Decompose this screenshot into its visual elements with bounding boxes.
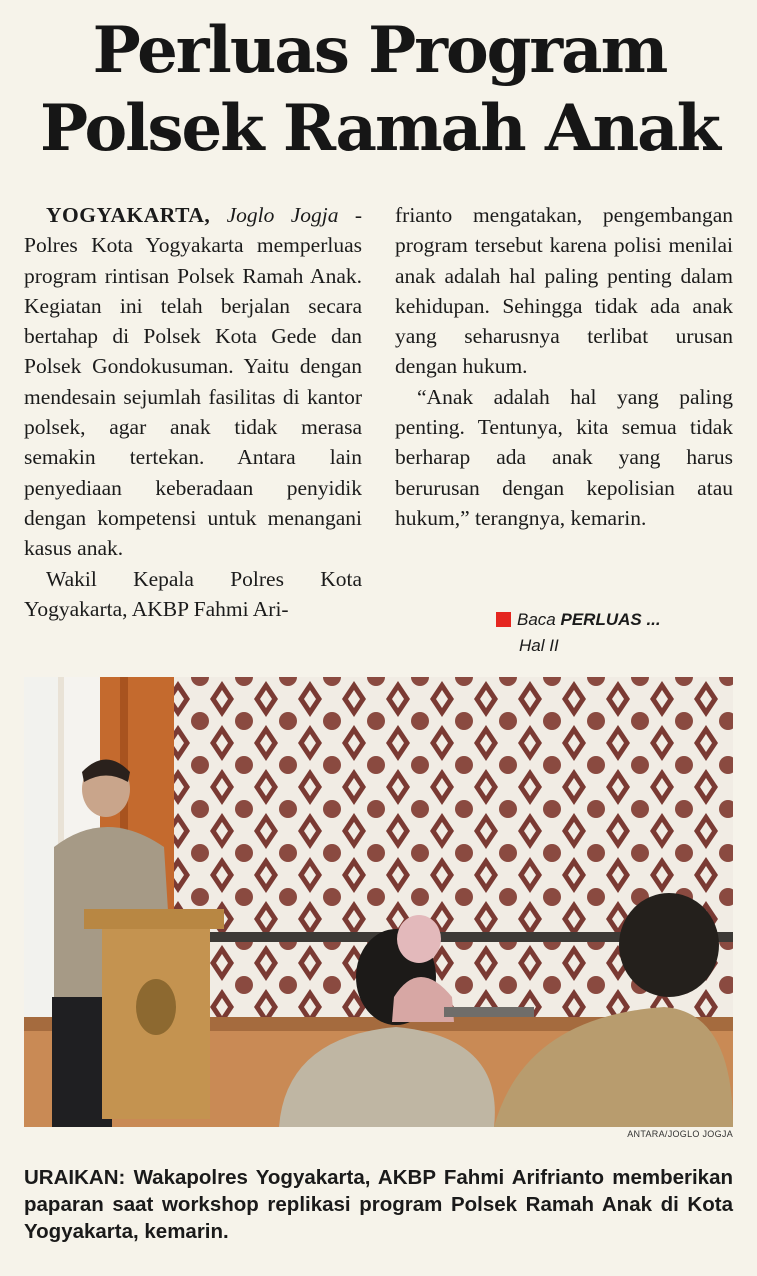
article-source: Joglo Jogja [226, 203, 339, 227]
article-paragraph-3: “Anak adalah hal yang paling penting. Tentunya, kita semua tidak berharap ada anak yang harus berurusan dengan kepolisian atau hukum,” terangnya, kemarin. [395, 384, 733, 530]
article-column-right [395, 200, 733, 533]
continuation-page: Hal II [519, 636, 559, 655]
headline-line-1: Perluas Program [92, 13, 667, 88]
article-column-left [24, 200, 362, 624]
photo-illustration [24, 677, 733, 1127]
red-square-icon [496, 612, 511, 627]
article-paragraph-2-end: frianto mengatakan, pengembangan program tersebut karena polisi menilai anak adalah hal paling penting dalam kehidupan. Sehingga tidak ada anak yang seharusnya terlibat urusan dengan hukum. [395, 203, 733, 379]
news-photo [24, 677, 733, 1127]
continuation-keyword: PERLUAS ... [560, 610, 661, 629]
paragraph-1-text: - Polres Kota Yogyakarta memperluas program rintisan Polsek Ramah Anak. Kegiatan ini telah berjalan secara bertahap di Polsek Kota Gede dan Polsek Gondokusuman. Yaitu dengan mendesain sejumlah fasilitas di kantor polsek, agar anak tidak merasa semakin tertekan. Antara lain penyediaan keberadaan penyidik dengan kompetensi untuk menangani kasus anak. [24, 203, 363, 561]
continuation-reference [496, 607, 661, 659]
article-paragraph-2-start: Wakil Kepala Polres Kota Yogyakarta, AKBP Fahmi Ari- [24, 566, 362, 621]
photo-caption: URAIKAN: Wakapolres Yogyakarta, AKBP Fahmi Arifrianto memberikan paparan saat workshop replikasi program Polsek Ramah Anak di Kota Yogyakarta, kemarin. [24, 1166, 733, 1243]
headline [22, 12, 737, 168]
headline-line-2: Polsek Ramah Anak [40, 91, 719, 166]
article-paragraph-1 [24, 200, 362, 564]
dateline: YOGYAKARTA, [46, 203, 211, 227]
continuation-prefix: Baca [517, 610, 556, 629]
photo-credit: ANTARA/JOGLO JOGJA [627, 1129, 733, 1139]
